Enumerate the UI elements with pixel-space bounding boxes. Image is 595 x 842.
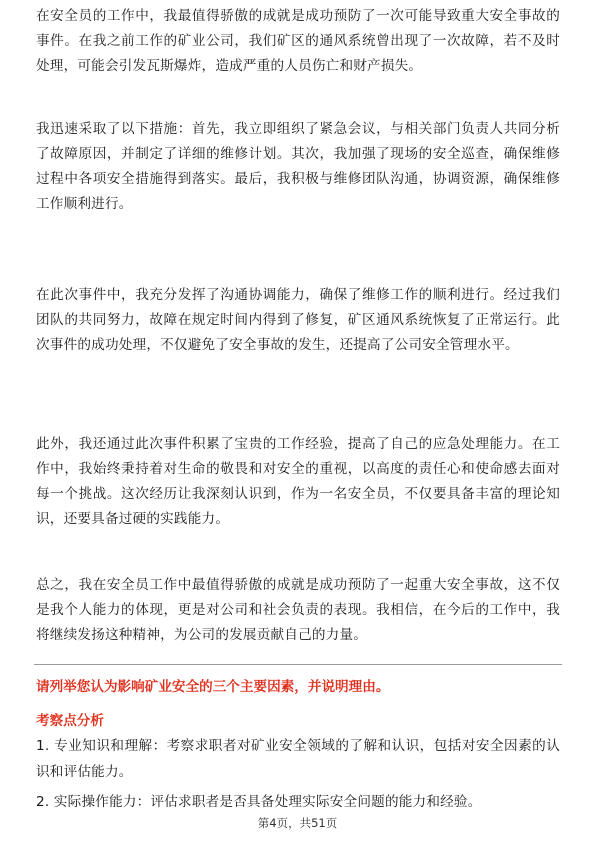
answer-paragraph-2: 我迅速采取了以下措施：首先，我立即组织了紧急会议，与相关部门负责人共同分析了故障原因，并制定了详细的维修计划。其次，我加强了现场的安全巡查，确保维修过程中各项安全措施得到落实。最后，我积极与维修团队沟通，协调资源，确保维修工作顺利进行。 [36, 121, 560, 212]
page-footer: 第4页，共51页 [257, 816, 338, 830]
answer-paragraph-4: 此外，我还通过此次事件积累了宝贵的工作经验，提高了自己的应急处理能力。在工作中，我始终秉持着对生命的敬畏和对安全的重视，以高度的责任心和使命感去面对每一个挑战。这次经历让我深刻认识到，作为一名安全员，不仅要具备丰富的理论知识，还要具备过硬的实践能力。 [36, 436, 560, 527]
interview-question: 请列举您认为影响矿业安全的三个主要因素，并说明理由。 [36, 679, 390, 695]
analysis-heading: 考察点分析 [36, 713, 104, 729]
answer-paragraph-3: 在此次事件中，我充分发挥了沟通协调能力，确保了维修工作的顺利进行。经过我们团队的共同努力，故障在规定时间内得到了修复，矿区通风系统恢复了正常运行。此次事件的成功处理，不仅避免了安全事故的发生，还提高了公司安全管理水平。 [36, 287, 560, 353]
section-divider [34, 664, 562, 665]
analysis-item-1: 1. 专业知识和理解：考察求职者对矿业安全领域的了解和认识，包括对安全因素的认识和评估能力。 [36, 738, 560, 780]
analysis-item-2: 2. 实际操作能力：评估求职者是否具备处理实际安全问题的能力和经验。 [36, 794, 482, 810]
answer-paragraph-5: 总之，我在安全员工作中最值得骄傲的成就是成功预防了一起重大安全事故，这不仅是我个人能力的体现，更是对公司和社会负责的表现。我相信，在今后的工作中，我将继续发扬这种精神，为公司的发展贡献自己的力量。 [36, 577, 560, 643]
answer-paragraph-1: 在安全员的工作中，我最值得骄傲的成就是成功预防了一次可能导致重大安全事故的事件。在我之前工作的矿业公司，我们矿区的通风系统曾出现了一次故障，若不及时处理，可能会引发瓦斯爆炸，造成严重的人员伤亡和财产损失。 [36, 8, 560, 74]
